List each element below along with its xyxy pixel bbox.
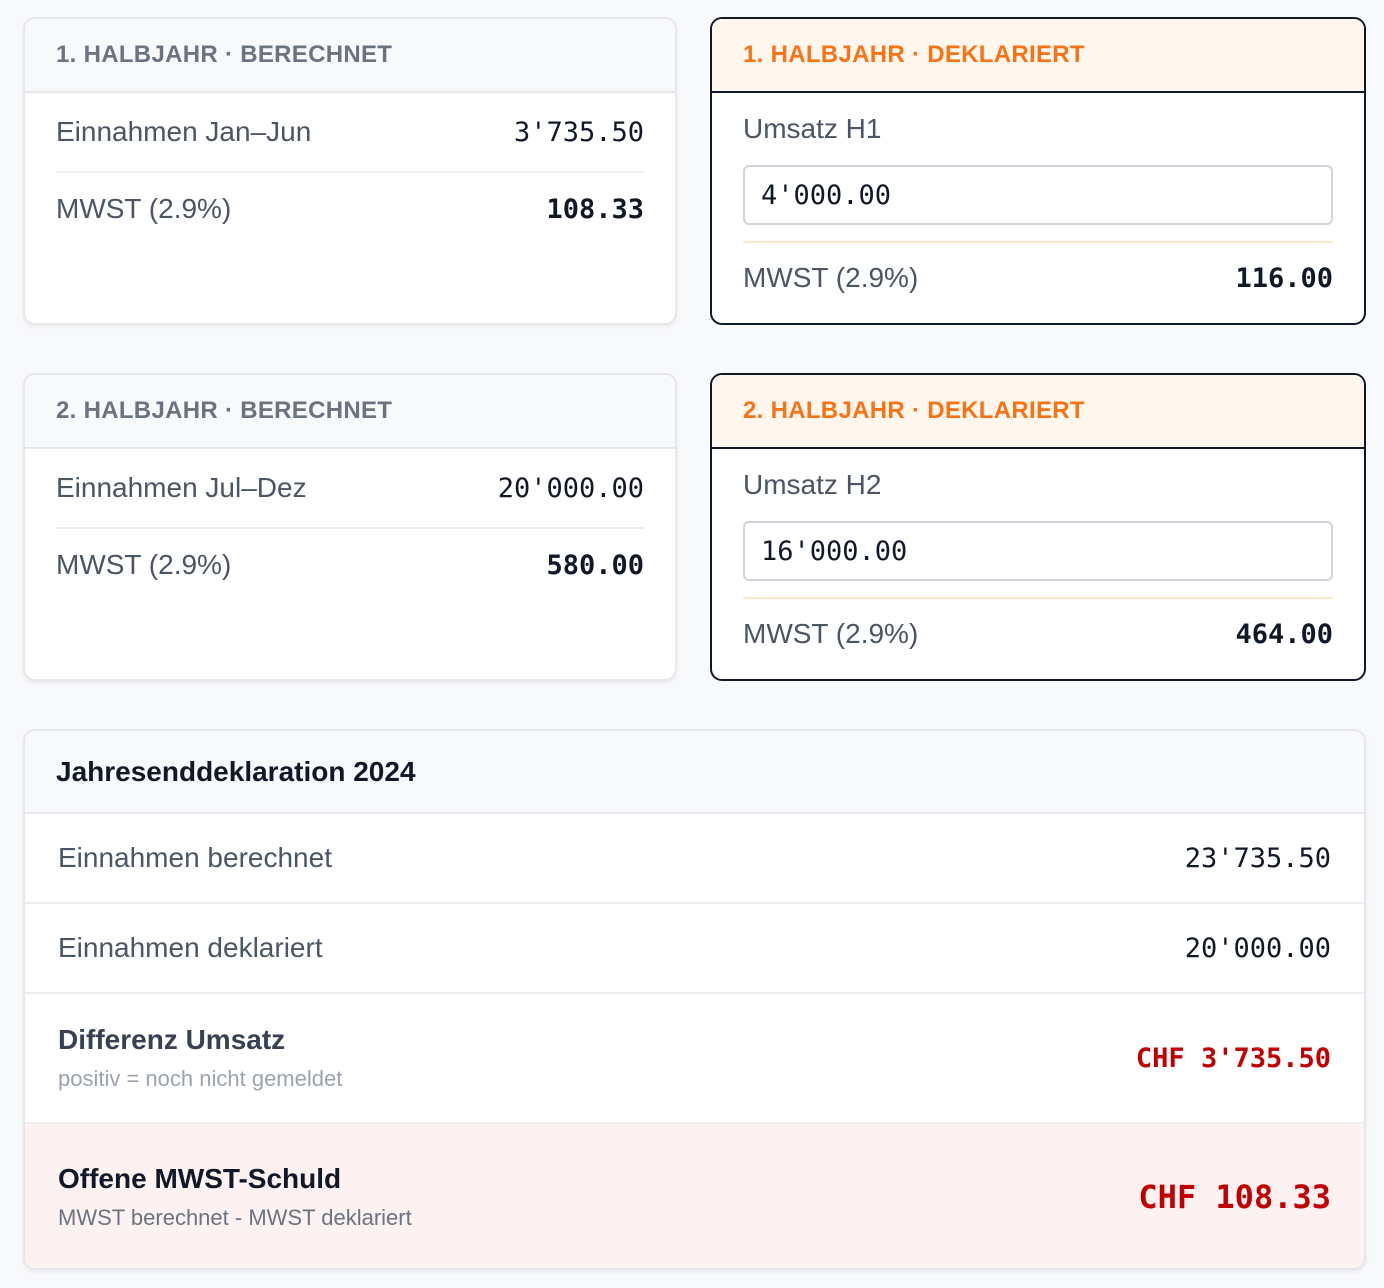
h1-declared-vat-label: MWST (2.9%)	[743, 262, 919, 293]
h2-turnover-input-value: 16'000.00	[761, 535, 908, 567]
h2-declared-vat-label: MWST (2.9%)	[743, 618, 919, 649]
h1-calculated-title: 1. HALBJAHR · BERECHNET	[25, 19, 675, 93]
h1-income-value: 3'735.50	[513, 116, 644, 148]
annual-income-declared-value: 20'000.00	[1184, 932, 1331, 964]
open-vat-debt-hint: MWST berechnet - MWST deklariert	[58, 1204, 412, 1230]
annual-declaration-title: Jahresenddeklaration 2024	[25, 731, 1364, 814]
h1-declared-vat-row	[743, 241, 1333, 313]
h2-income-label: Einnahmen Jul–Dez	[56, 472, 307, 503]
h2-vat-label: MWST (2.9%)	[56, 549, 232, 580]
h1-income-label: Einnahmen Jan–Jun	[56, 116, 312, 147]
open-vat-debt-value: CHF 108.33	[1138, 1177, 1331, 1216]
h2-declared-vat-value: 464.00	[1235, 618, 1333, 650]
annual-income-declared-label: Einnahmen deklariert	[58, 932, 323, 963]
h2-income-row	[56, 449, 644, 529]
h1-declared-title: 1. HALBJAHR · DEKLARIERT	[712, 19, 1364, 93]
h2-calculated-title: 2. HALBJAHR · BERECHNET	[25, 375, 675, 449]
h2-declared-card	[710, 373, 1366, 681]
annual-income-calculated-label: Einnahmen berechnet	[58, 842, 332, 873]
h1-vat-value: 108.33	[546, 193, 644, 225]
annual-income-declared-row	[25, 904, 1364, 994]
h2-income-value: 20'000.00	[497, 472, 644, 504]
h1-calculated-card	[23, 17, 677, 325]
h1-vat-row	[56, 173, 644, 245]
annual-income-calculated-value: 23'735.50	[1184, 842, 1331, 874]
turnover-difference-label: Differenz Umsatz	[58, 1024, 286, 1055]
h1-turnover-input-value: 4'000.00	[761, 179, 892, 211]
h2-vat-value: 580.00	[546, 549, 644, 581]
turnover-difference-hint: positiv = noch nicht gemeldet	[58, 1066, 343, 1091]
annual-income-calculated-row	[25, 814, 1364, 904]
h2-calculated-card	[23, 373, 677, 681]
h1-turnover-label: Umsatz H1	[743, 113, 882, 144]
h2-vat-row	[56, 529, 644, 601]
open-vat-debt-label: Offene MWST-Schuld	[58, 1162, 342, 1194]
h1-turnover-input[interactable]	[743, 165, 1333, 225]
h2-turnover-label: Umsatz H2	[743, 469, 882, 500]
annual-declaration-card	[23, 729, 1366, 1270]
h1-declared-vat-value: 116.00	[1235, 262, 1333, 294]
h2-turnover-input[interactable]	[743, 521, 1333, 581]
h1-vat-label: MWST (2.9%)	[56, 193, 232, 224]
turnover-difference-row	[25, 994, 1364, 1124]
turnover-difference-value: CHF 3'735.50	[1135, 1042, 1331, 1074]
h1-income-row	[56, 93, 644, 173]
open-vat-debt-row	[25, 1124, 1364, 1269]
h2-declared-vat-row	[743, 597, 1333, 669]
h1-declared-card	[710, 17, 1366, 325]
h2-declared-title: 2. HALBJAHR · DEKLARIERT	[712, 375, 1364, 449]
